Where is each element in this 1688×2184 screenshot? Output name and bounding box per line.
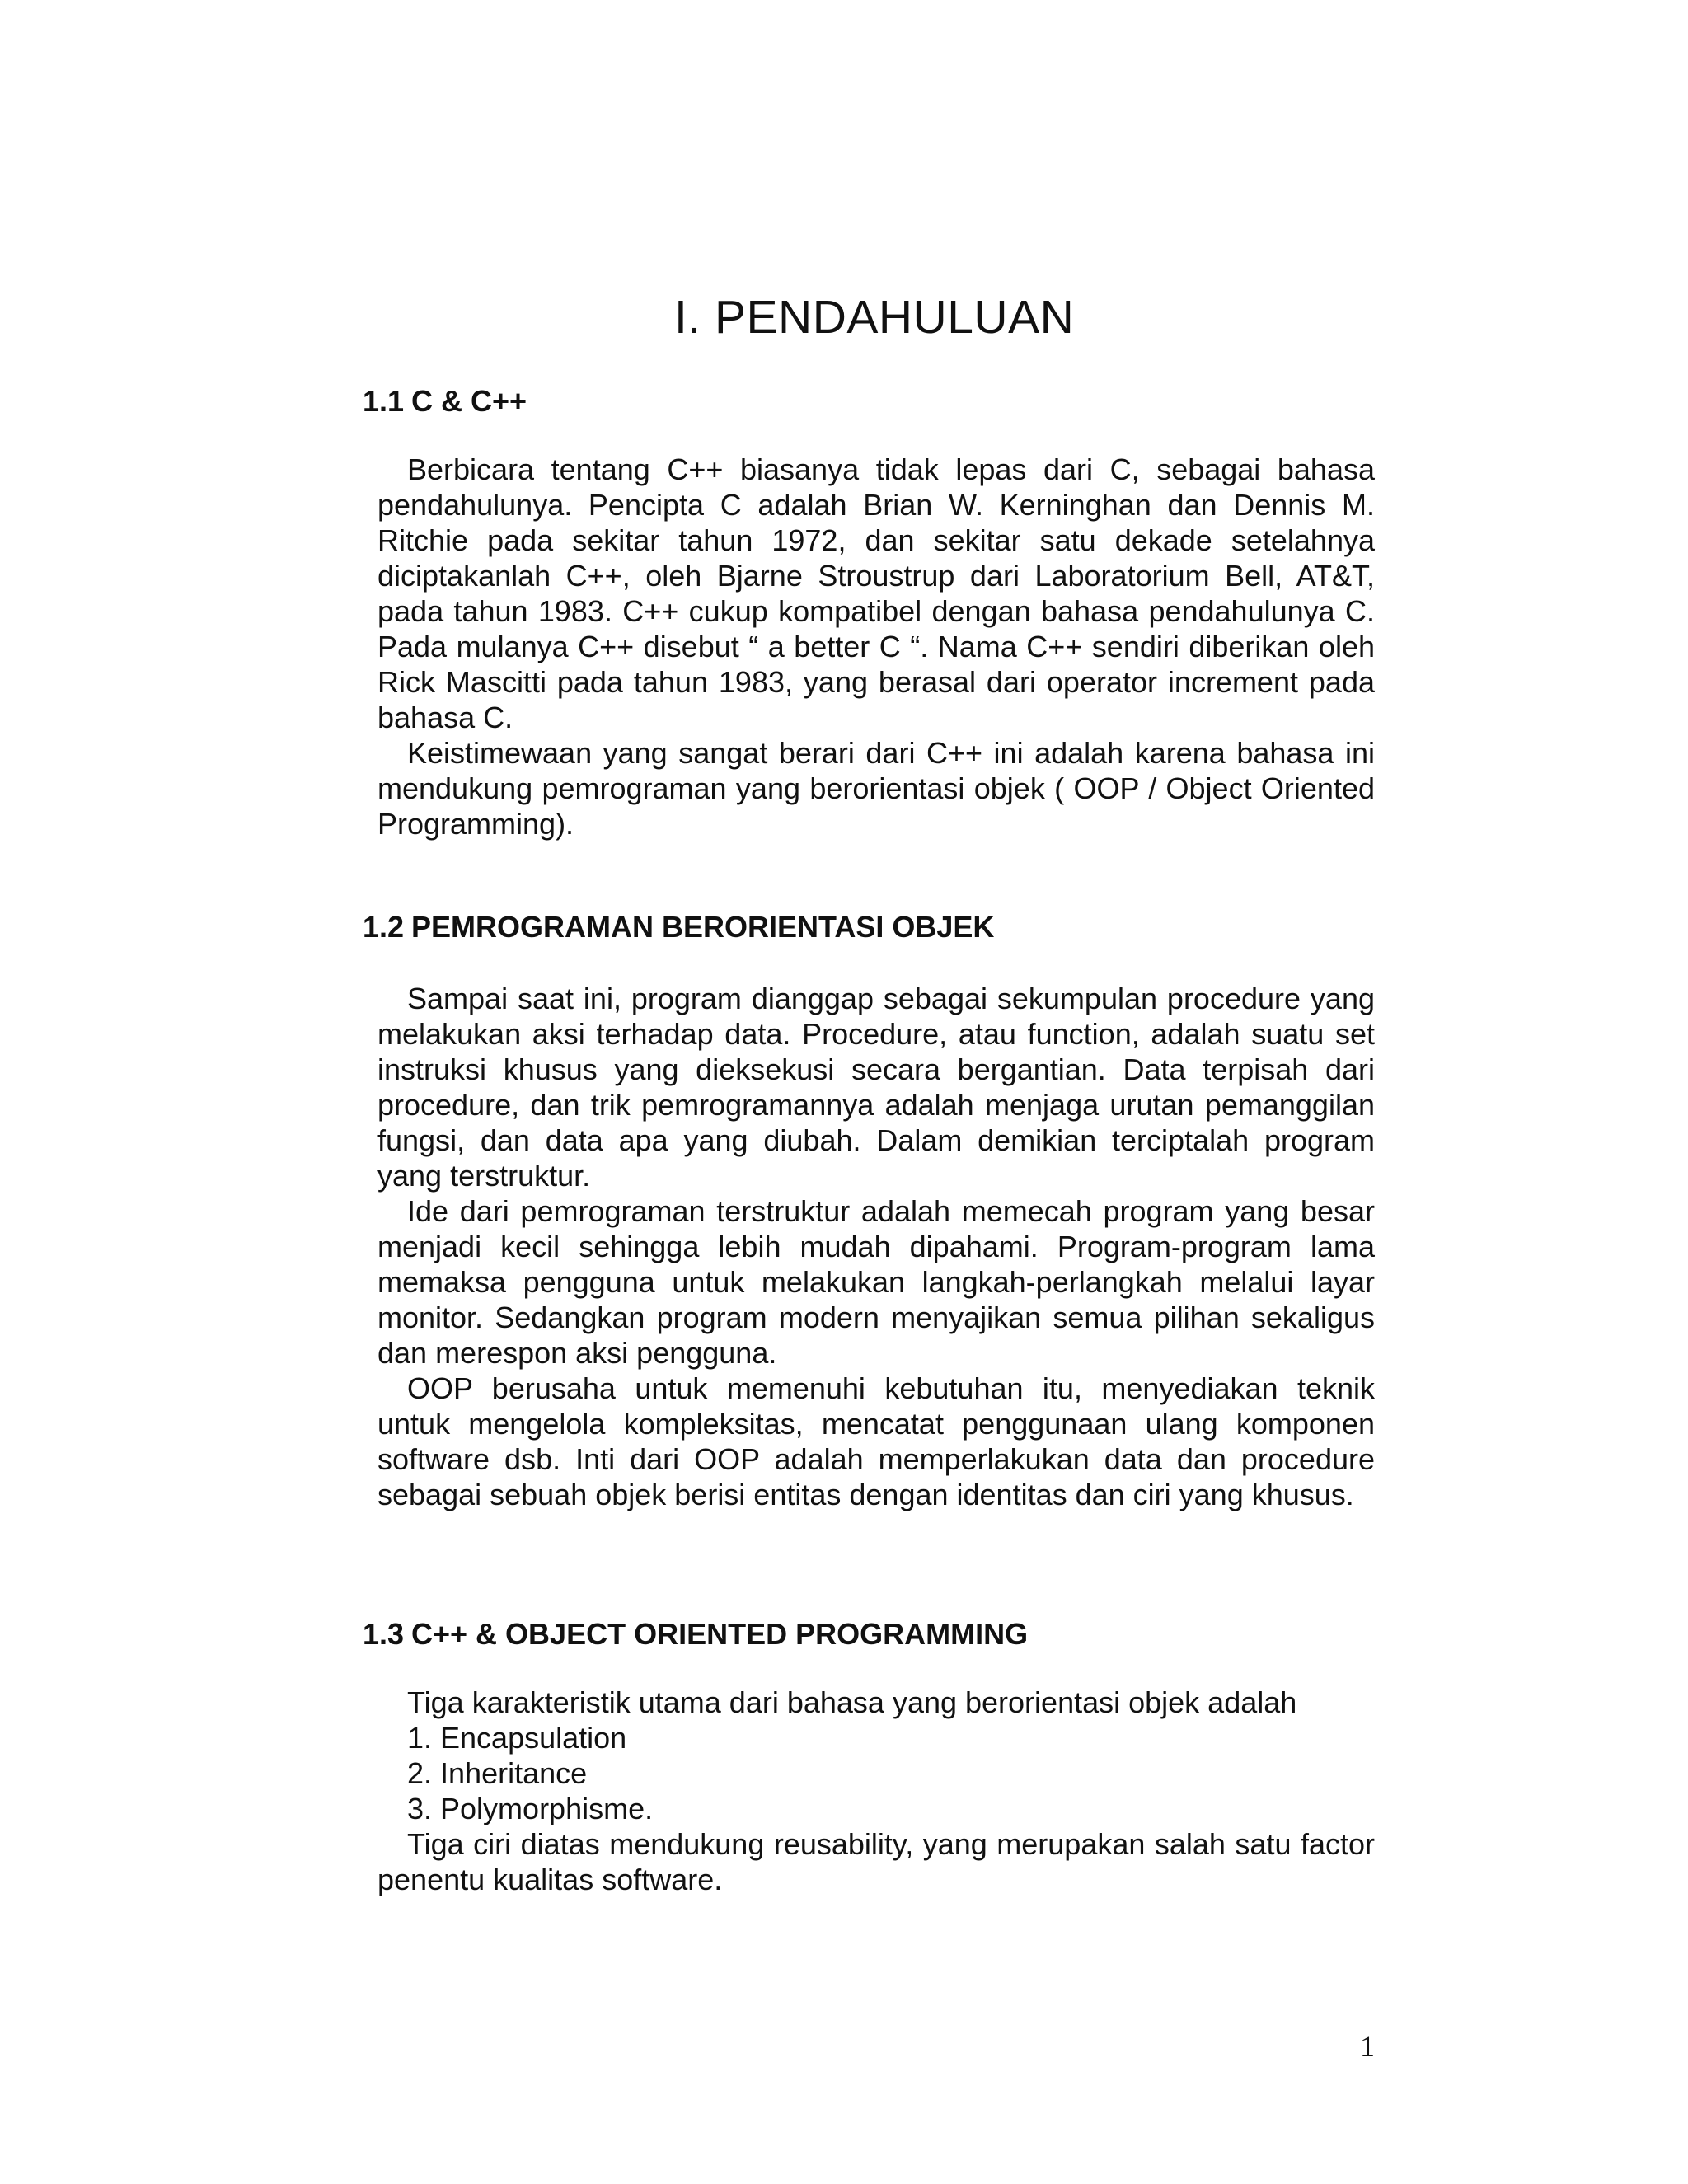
- section-title: PEMROGRAMAN BERORIENTASI OBJEK: [411, 910, 995, 944]
- section-body-1-1: [377, 452, 1375, 841]
- section-heading-1-2: [363, 910, 994, 944]
- section-title: C++ & OBJECT ORIENTED PROGRAMMING: [411, 1617, 1029, 1651]
- paragraph: Berbicara tentang C++ biasanya tidak lepas dari C, sebagai bahasa pendahulunya. Pencipta C adalah Brian W. Kerninghan dan Dennis M. Ritchie pada sekitar tahun 1972, dan sekitar satu dekade setelahnya diciptakanlah C++, oleh Bjarne Stroustrup dari Laboratorium Bell, AT&T, pada tahun 1983. C++ cukup kompatibel dengan bahasa pendahulunya C. Pada mulanya C++ disebut “ a better C “. Nama C++ sendiri diberikan oleh Rick Mascitti pada tahun 1983, yang berasal dari operator increment pada bahasa C.: [377, 452, 1375, 734]
- section-heading-1-1: [363, 384, 527, 419]
- section-title: C & C++: [411, 384, 528, 418]
- section-number: 1.1: [363, 384, 405, 418]
- paragraph: Sampai saat ini, program dianggap sebagai sekumpulan procedure yang melakukan aksi terhadap data. Procedure, atau function, adalah suatu set instruksi khusus yang dieksekusi secara bergantian. Data terpisah dari procedure, dan trik pemrogramannya adalah menjaga urutan pemanggilan fungsi, dan data apa yang diubah. Dalam demikian terciptalah program yang terstruktur.: [377, 982, 1375, 1193]
- paragraph: OOP berusaha untuk memenuhi kebutuhan itu, menyediakan teknik untuk mengelola kompleksitas, mencatat penggunaan ulang komponen software dsb. Inti dari OOP adalah memperlakukan data dan procedure sebagai sebuah objek berisi entitas dengan identitas dan ciri yang khusus.: [377, 1371, 1375, 1511]
- paragraph: Tiga ciri diatas mendukung reusability, yang merupakan salah satu factor penentu kualitas software.: [377, 1827, 1375, 1896]
- paragraph: Ide dari pemrograman terstruktur adalah memecah program yang besar menjadi kecil sehingga lebih mudah dipahami. Program-program lama memaksa pengguna untuk melakukan langkah-perlangkah melalui layar monitor. Sedangkan program modern menyajikan semua pilihan sekaligus dan merespon aksi pengguna.: [377, 1194, 1375, 1370]
- section-number: 1.2: [363, 910, 405, 944]
- list-item: 2. Inheritance: [407, 1756, 588, 1790]
- paragraph: Tiga karakteristik utama dari bahasa yang berorientasi objek adalah: [407, 1685, 1297, 1719]
- chapter-title: I. PENDAHULUAN: [674, 291, 1075, 344]
- paragraph: Keistimewaan yang sangat berari dari C++ ini adalah karena bahasa ini mendukung pemrograman yang berorientasi objek ( OOP / Object Oriented Programming).: [377, 736, 1375, 841]
- section-heading-1-3: [363, 1617, 1028, 1652]
- page-number: 1: [1360, 2030, 1375, 2063]
- list-item: 3. Polymorphisme.: [407, 1792, 654, 1825]
- section-body-1-2: [377, 981, 1375, 1512]
- list-item: 1. Encapsulation: [407, 1721, 627, 1755]
- section-number: 1.3: [363, 1617, 405, 1651]
- section-body-1-3: [377, 1685, 1375, 1897]
